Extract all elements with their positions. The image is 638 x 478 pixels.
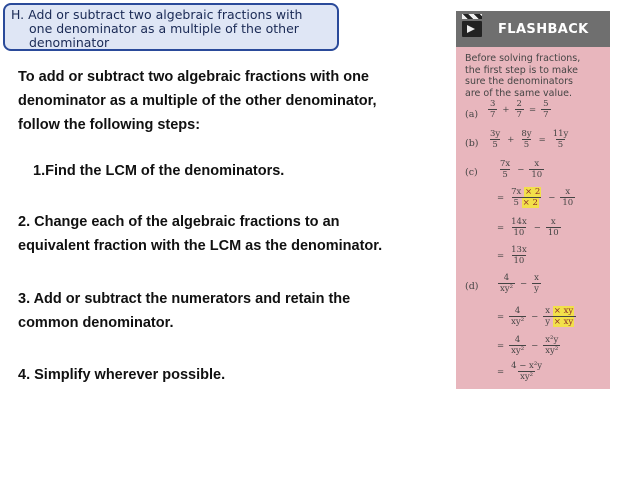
example-d-label: (d) bbox=[465, 281, 479, 292]
example-d-row-3: = $\frac{4}{\text{xy²}}$ − $\frac{\text{x²y}}{\text{xy²}}$ bbox=[497, 335, 559, 356]
step-3 bbox=[18, 287, 438, 335]
intro-paragraph bbox=[18, 65, 438, 137]
flashback-intro-line: are of the same value. bbox=[465, 87, 573, 99]
step-2 bbox=[18, 210, 438, 258]
section-title-line-3: denominator bbox=[29, 35, 110, 50]
example-b-label: (b) bbox=[465, 138, 479, 149]
section-title-line-2: one denominator as a multiple of the other bbox=[29, 21, 299, 36]
flashback-title: FLASHBACK bbox=[498, 22, 589, 37]
example-a-label: (a) bbox=[465, 109, 479, 120]
example-b: $\frac{3y}{5}$ + $\frac{8y}{5}$ = $\frac{11y}{5}$ bbox=[490, 129, 569, 150]
step-3-line: common denominator. bbox=[18, 315, 174, 331]
example-c-row-3: = $\frac{14x}{10}$ − $\frac{x}{10}$ bbox=[497, 217, 559, 238]
example-c-row-1: $\frac{7x}{5}$ − $\frac{x}{10}$ bbox=[500, 159, 543, 180]
step-4 bbox=[18, 363, 438, 387]
example-d-row-2: = $\frac{4}{\text{xy²}}$ − $\frac{x \times xy}{y \times xy}$ bbox=[494, 306, 578, 327]
flashback-panel bbox=[456, 11, 610, 389]
flashback-intro bbox=[465, 53, 607, 99]
intro-line: To add or subtract two algebraic fractions with one bbox=[18, 69, 369, 85]
flashback-intro-line: sure the denominators bbox=[465, 76, 573, 87]
example-d-row-4: = $\frac{\text{4 − x²y}}{\text{xy²}}$ bbox=[497, 361, 543, 382]
intro-line: denominator as a multiple of the other denominator, bbox=[18, 93, 377, 109]
step-2-line: equivalent fraction with the LCM as the denominator. bbox=[18, 238, 383, 254]
example-c-label: (c) bbox=[465, 167, 478, 178]
example-a: $\frac{3}{7}$ + $\frac{2}{7}$ = $\frac{5}{7}$ bbox=[490, 99, 549, 120]
clapperboard-icon bbox=[462, 21, 482, 37]
flashback-intro-line: the first step is to make bbox=[465, 64, 579, 76]
example-c-row-2: = $\frac{7x \times 2}{5 \times 2}$ − $\frac{x}{10}$ bbox=[497, 187, 574, 208]
section-title-line-1: H. Add or subtract two algebraic fractions with bbox=[11, 7, 303, 22]
section-title-box bbox=[3, 3, 339, 51]
step-1-text: 1.Find the LCM of the denominators. bbox=[33, 163, 285, 179]
example-d-row-1: $\frac{4}{\text{xy²}}$ − $\frac{x}{y}$ bbox=[500, 273, 539, 294]
intro-line: follow the following steps: bbox=[18, 117, 201, 133]
step-4-text: 4. Simplify wherever possible. bbox=[18, 367, 226, 383]
example-c-row-4: = $\frac{13x}{10}$ bbox=[497, 245, 527, 266]
flashback-header bbox=[456, 11, 610, 47]
step-3-line: 3. Add or subtract the numerators and retain the bbox=[18, 291, 351, 307]
flashback-intro-line: Before solving fractions, bbox=[465, 53, 581, 64]
step-1 bbox=[33, 159, 453, 183]
step-2-line: 2. Change each of the algebraic fractions to an bbox=[18, 214, 340, 230]
